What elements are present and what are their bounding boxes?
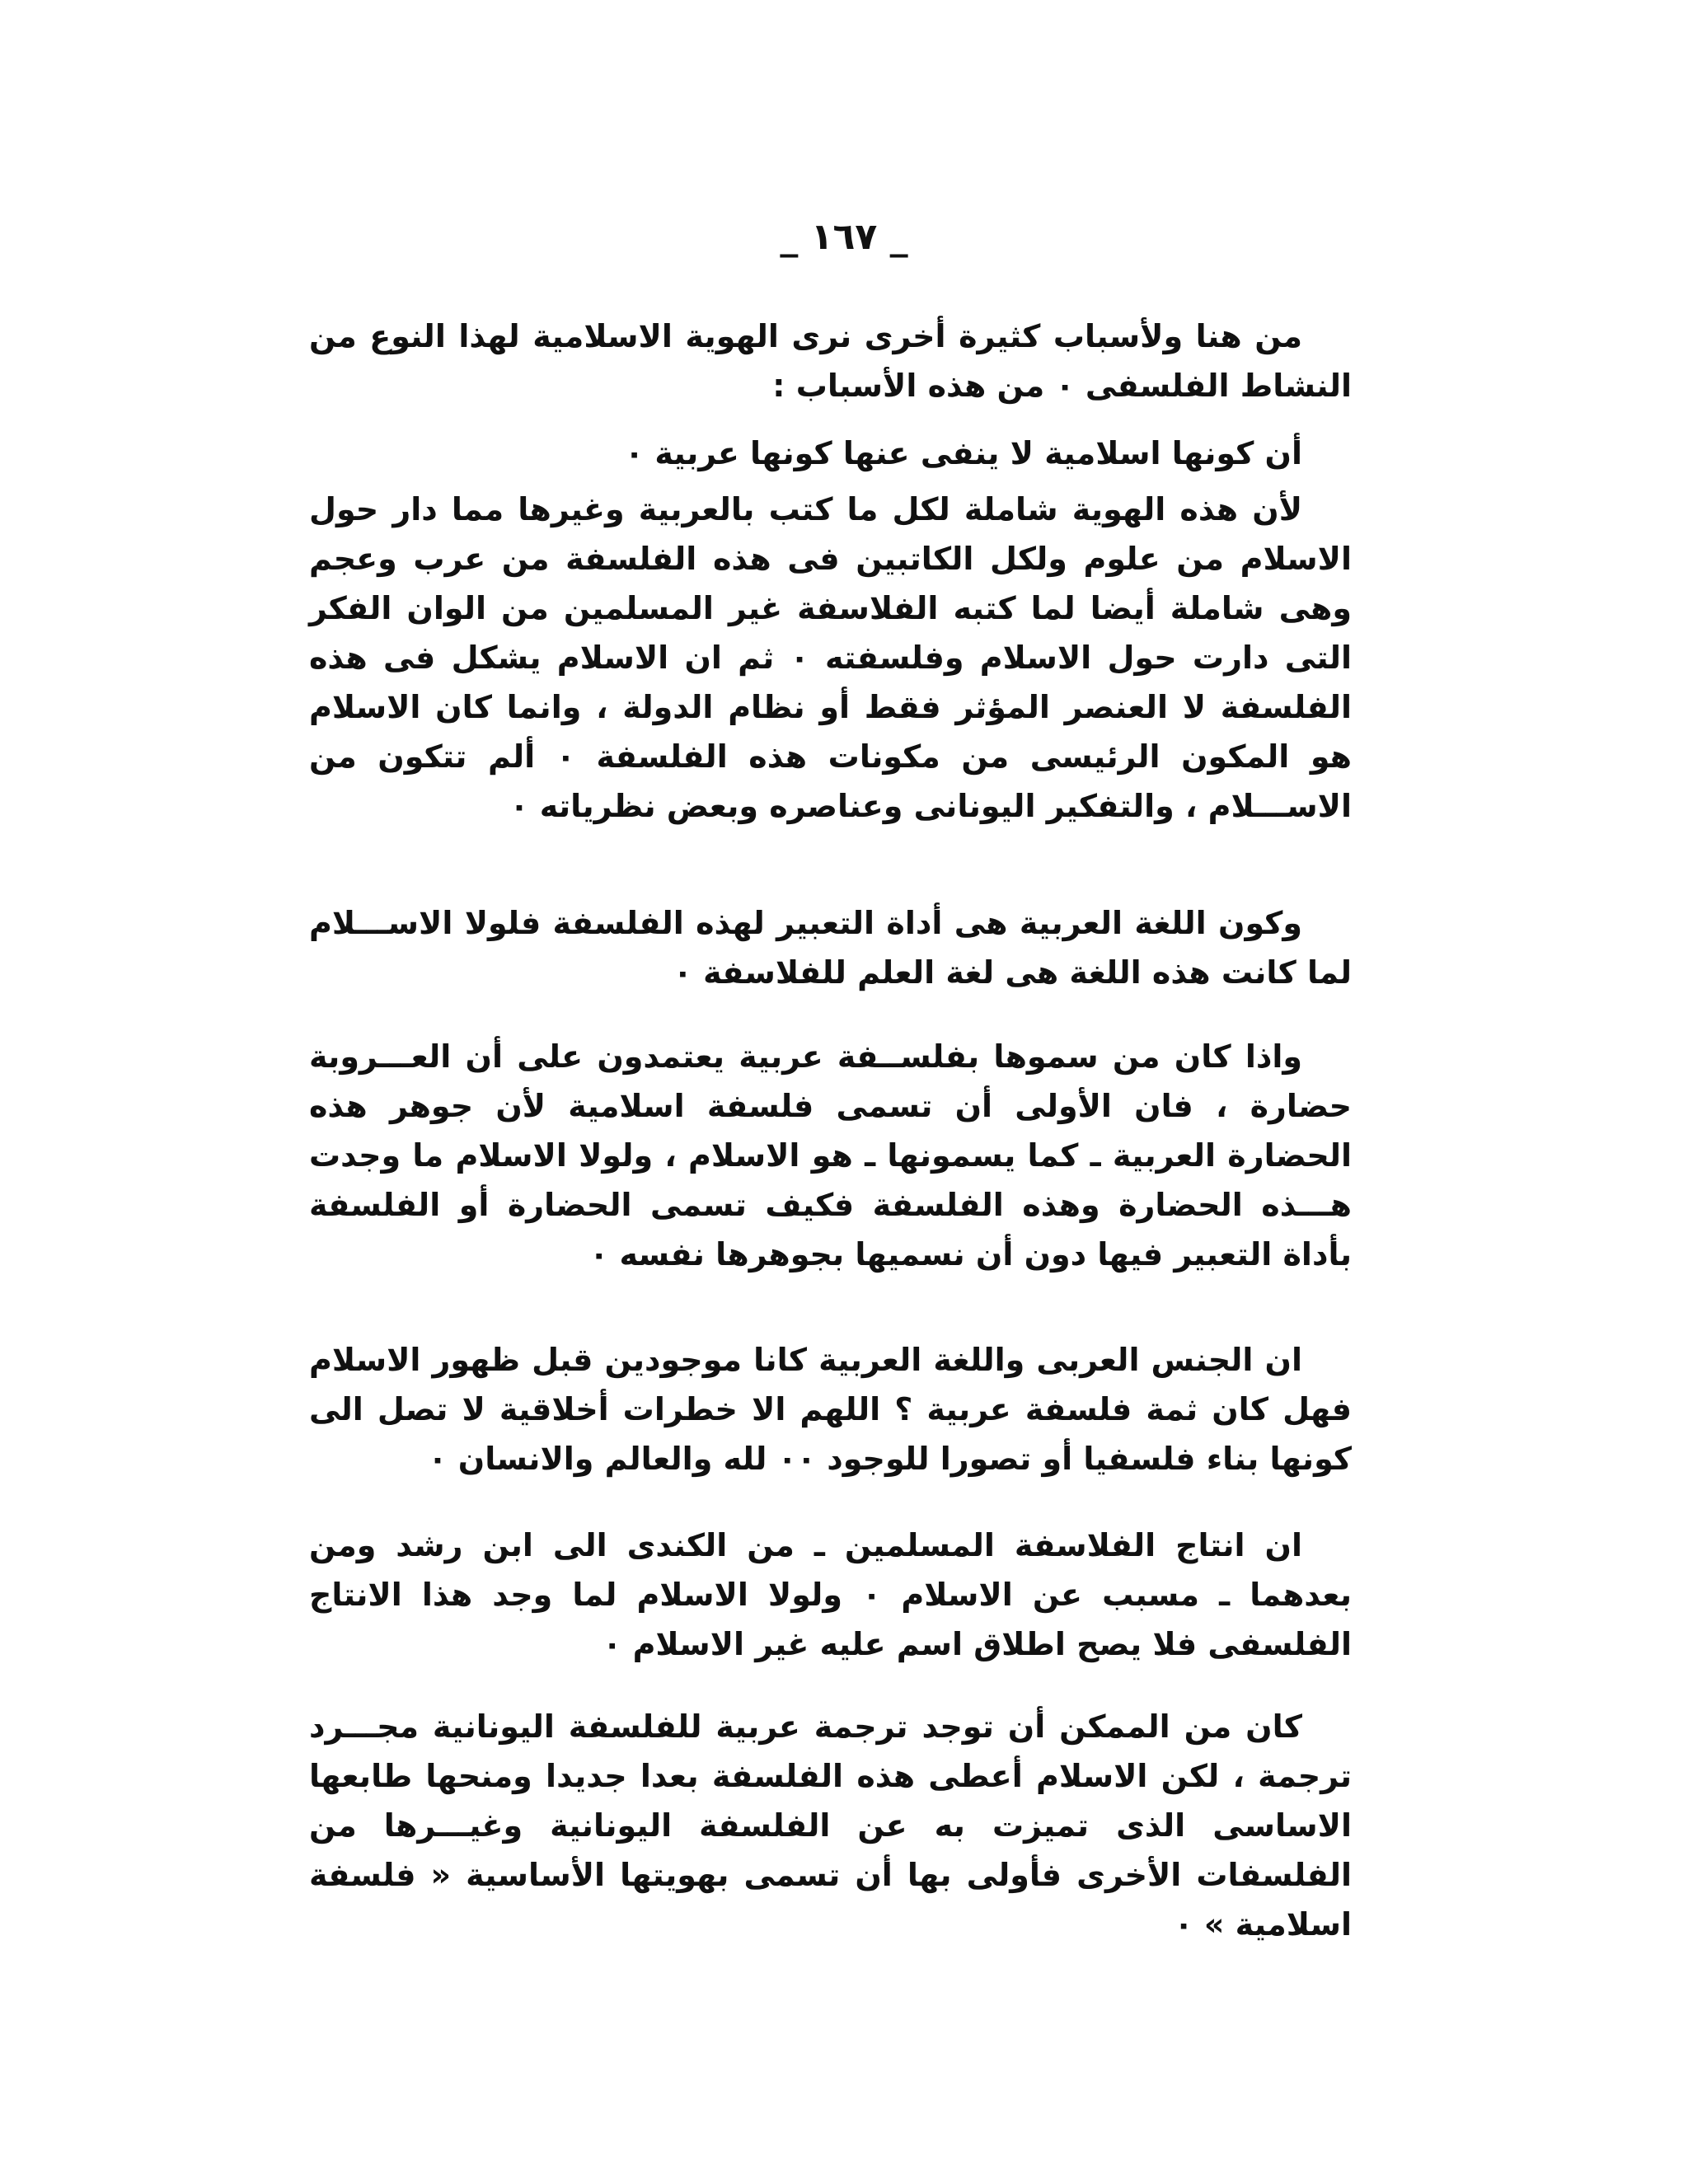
paragraph: ان الجنس العربى واللغة العربية كانا موجودين قبل ظهور الاسلام فهل كان ثمة فلسفة عربية ؟ اللهم الا خطرات أخلاقية لا تصل الى كونها بناء فلسفيا أو تصورا للوجود ٠٠ لله والعالم والانسان ٠ bbox=[309, 1342, 1352, 1477]
paragraph: كان من الممكن أن توجد ترجمة عربية للفلسفة اليونانية مجـــرد ترجمة ، لكن الاسلام أعطى هذه الفلسفة بعدا جديدا ومنحها طابعها الاساسى الذى تميزت به عن الفلسفة اليونانية وغيـــرها من الفلسفات الأخرى فأولى بها أن تسمى بهويتها الأساسية « فلسفة اسلامية » ٠ bbox=[309, 1708, 1352, 1943]
paragraph-2-block bbox=[309, 429, 1352, 478]
paragraph: وكون اللغة العربية هى أداة التعبير لهذه الفلسفة فلولا الاســـلام لما كانت هذه اللغة هى لغة العلم للفلاسفة ٠ bbox=[309, 905, 1352, 991]
paragraph-7-block bbox=[309, 1521, 1352, 1669]
paragraph: أن كونها اسلامية لا ينفى عنها كونها عربية ٠ bbox=[624, 435, 1302, 471]
paragraph-5-block bbox=[309, 1032, 1352, 1279]
paragraph-3-block bbox=[309, 485, 1352, 831]
paragraph: واذا كان من سموها بفلســفة عربية يعتمدون على أن العـــروبة حضارة ، فان الأولى أن تسمى فلسفة اسلامية لأن جوهر هذه الحضارة العربية ـ كما يسمونها ـ هو الاسلام ، ولولا الاسلام ما وجدت هـــذه الحضارة وهذه الفلسفة فكيف تسمى الحضارة أو الفلسفة بأداة التعبير فيها دون أن نسميها بجوهرها نفسه ٠ bbox=[309, 1038, 1352, 1272]
paragraph: لأن هذه الهوية شاملة لكل ما كتب بالعربية وغيرها مما دار حول الاسلام من علوم ولكل الكاتبين فى هذه الفلسفة من عرب وعجم وهى شاملة أيضا لما كتبه الفلاسفة غير المسلمين من الوان الفكر التى دارت حول الاسلام وفلسفته ٠ ثم ان الاسلام يشكل فى هذه الفلسفة لا العنصر المؤثر فقط أو نظام الدولة ، وانما كان الاسلام هو المكون الرئيسى من مكونات هذه الفلسفة ٠ ألم تتكون من الاســـلام ، والتفكير اليونانى وعناصره وبعض نظرياته ٠ bbox=[309, 491, 1353, 824]
paragraph: من هنا ولأسباب كثيرة أخرى نرى الهوية الاسلامية لهذا النوع من النشاط الفلسفى ٠ من هذه الأسباب : bbox=[309, 318, 1352, 404]
page-number: _ ١٦٧ _ bbox=[780, 216, 908, 258]
paragraph-8-block bbox=[309, 1702, 1352, 1949]
paragraph-4-block bbox=[309, 898, 1352, 997]
paragraph-1-block bbox=[309, 312, 1352, 410]
paragraph-6-block bbox=[309, 1335, 1352, 1483]
paragraph: ان انتاج الفلاسفة المسلمين ـ من الكندى الى ابن رشد ومن بعدهما ـ مسبب عن الاسلام ٠ ولولا الاسلام لما وجد هذا الانتاج الفلسفى فلا يصح اطلاق اسم عليه غير الاسلام ٠ bbox=[309, 1527, 1352, 1662]
